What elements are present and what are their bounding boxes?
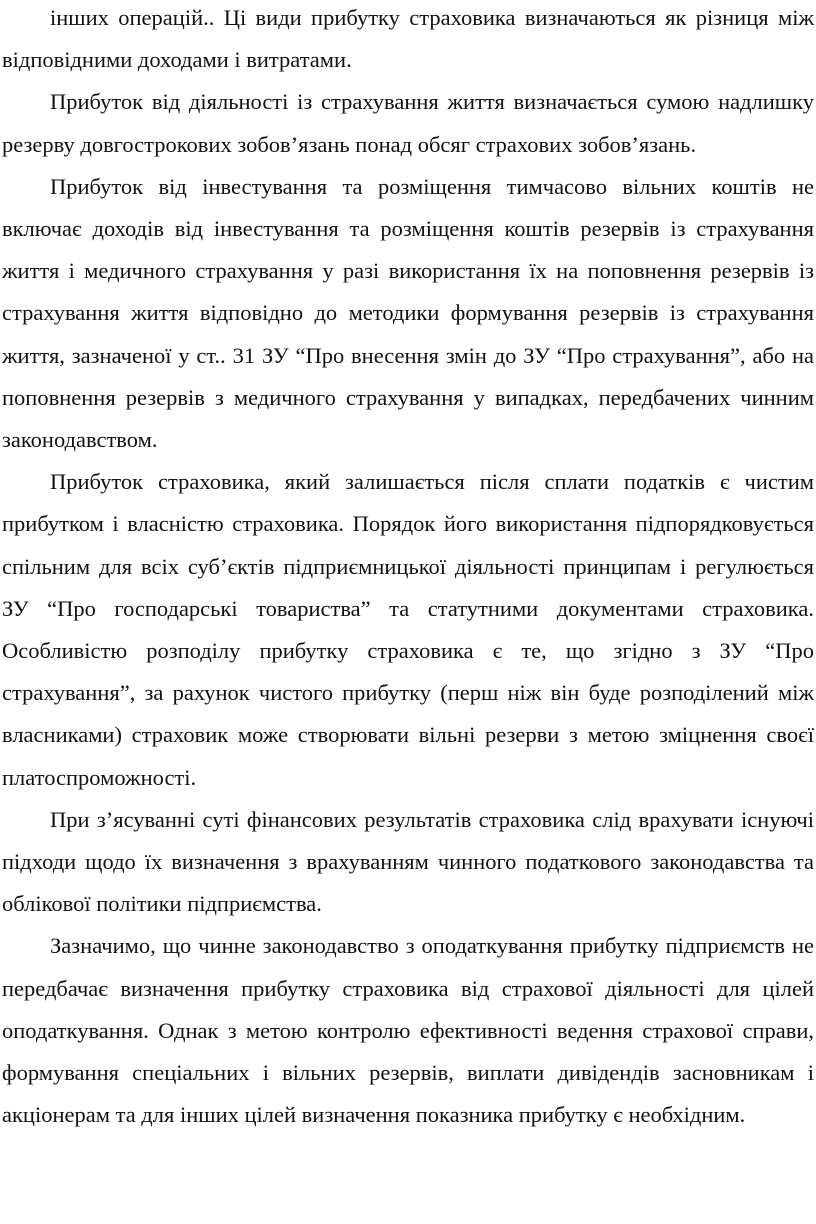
paragraph-net-profit: Прибуток страховика, який залишається після сплати податків є чистим прибутком і власністю страховика. Порядок його використання підпорядковується спільним для всіх суб’єктів підприємницької діяльності принципам і регулюється ЗУ “Про господарські товариства” та статутними документами страховика. Особливістю розподілу прибутку страховика є те, що згідно з ЗУ “Про страхування”, за рахунок чистого прибутку (перш ніж він буде розподілений між власниками) страховик може створювати вільні резерви з метою зміцнення своєї платоспроможності. bbox=[2, 469, 814, 790]
paragraph-life-insurance-profit: Прибуток від діяльності із страхування життя визначається сумою надлишку резерву довгострокових зобов’язань понад обсяг страхових зобов’язань. bbox=[2, 89, 814, 157]
paragraph-financial-results: При з’ясуванні суті фінансових результатів страховика слід врахувати існуючі підходи щодо їх визначення з врахуванням чинного податкового законодавства та облікової політики підприємства. bbox=[2, 806, 814, 917]
paragraph-continuation: інших операцій.. Ці види прибутку страховика визначаються як різниця між відповідними доходами і витратами. bbox=[2, 5, 814, 73]
paragraph-investment-profit: Прибуток від інвестування та розміщення тимчасово вільних коштів не включає доходів від інвестування та розміщення коштів резервів із страхування життя і медичного страхування у разі використання їх на поповнення резервів із страхування життя відповідно до методики формування резервів із страхування життя, зазначеної у ст.. 31 ЗУ “Про внесення змін до ЗУ “Про страхування”, або на поповнення резервів з медичного страхування у випадках, передбачених чинним законодавством. bbox=[2, 173, 814, 453]
paragraph-taxation: Зазначимо, що чинне законодавство з оподаткування прибутку підприємств не передбачає визначення прибутку страховика від страхової діяльності для цілей оподаткування. Однак з метою контролю ефективності ведення страхової справи, формування спеціальних і вільних резервів, виплати дивідендів засновникам і акціонерам та для інших цілей визначення показника прибутку є необхідним. bbox=[2, 933, 814, 1128]
